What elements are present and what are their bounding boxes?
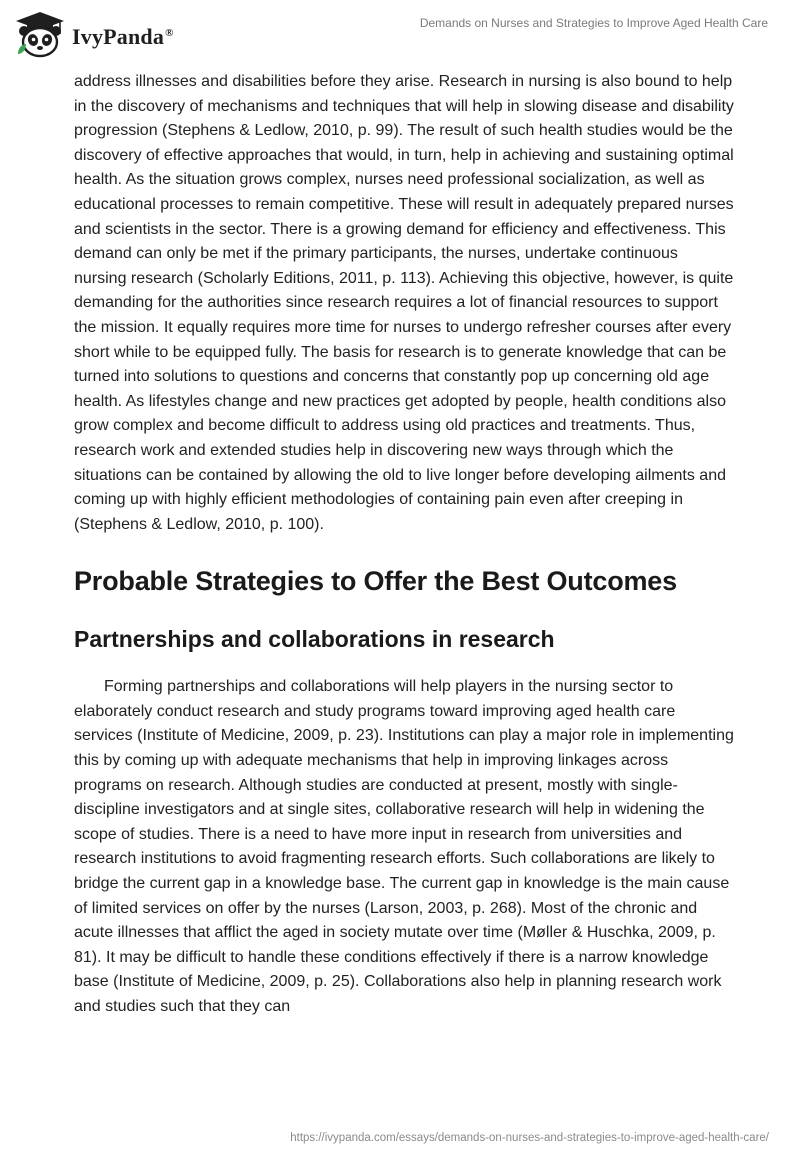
paragraph-continued: address illnesses and disabilities before they arise. Research in nursing is also bound to help in the discovery of mechanisms and techniques that will help in slowing disease and disability progression (Stephens & Ledlow, 2010, p. 99). The result of such health studies would be the discovery of effective approaches that would, in turn, help in achieving and sustaining optimal health. As the situation grows complex, nurses need professional socialization, as well as educational processes to remain competitive. These will result in adequately prepared nurses and scientists in the sector. There is a growing demand for efficiency and effectiveness. This demand can only be met if the primary participants, the nurses, undertake continuous nursing research (Scholarly Editions, 2011, p. 113). Achieving this objective, however, is quite demanding for the authorities since research requires a lot of financial resources to support the mission. It equally requires more time for nurses to undergo refresher courses after every short while to be equipped fully. The basis for research is to generate knowledge that can be turned into solutions to questions and concerns that constantly pop up concerning old age health. As lifestyles change and new practices get adopted by people, health conditions also grow complex and become difficult to address using old practices and treatments. Thus, research work and extended studies help in discovering new ways through which the situations can be contained by allowing the old to live longer before developing ailments and coming up with highly efficient methodologies of containing pain even after creeping in (Stephens & Ledlow, 2010, p. 100). [74,73,734,533]
registered-mark: ® [165,26,174,39]
page-header [0,0,800,70]
brand-name: IvyPanda [72,24,165,49]
brand-logo[interactable] [12,10,174,62]
subsection-heading: Partnerships and collaborations in research [74,626,555,653]
section-heading: Probable Strategies to Offer the Best Outcomes [74,566,677,597]
document-title: Demands on Nurses and Strategies to Improve Aged Health Care [419,16,768,30]
panda-graduate-icon [12,10,68,62]
article-body [74,70,734,1020]
source-url[interactable]: https://ivypanda.com/essays/demands-on-nurses-and-strategies-to-improve-aged-health-care/ [290,1132,769,1144]
paragraph-partnerships: Forming partnerships and collaborations will help players in the nursing sector to elaborately conduct research and study programs toward improving aged health care services (Institute of Medicine, 2009, p. 23). Institutions can play a major role in implementing this by coming up with adequate mechanisms that help in improving linkages across programs on research. Although studies are conducted at present, mostly with single-discipline investigators and at single sites, collaborative research will help in widening the scope of studies. There is a need to have more input in research from universities and research institutions to avoid fragmenting research efforts. Such collaborations are likely to bridge the current gap in a knowledge base. The current gap in knowledge is the main cause of limited services on offer by the nurses (Larson, 2003, p. 268). Most of the chronic and acute illnesses that afflict the aged in society mutate over time (Møller & Huschka, 2009, p. 81). It may be difficult to handle these conditions effectively if there is a narrow knowledge base (Institute of Medicine, 2009, p. 25). Collaborations also help in planning research work and studies such that they can [74,678,734,1015]
